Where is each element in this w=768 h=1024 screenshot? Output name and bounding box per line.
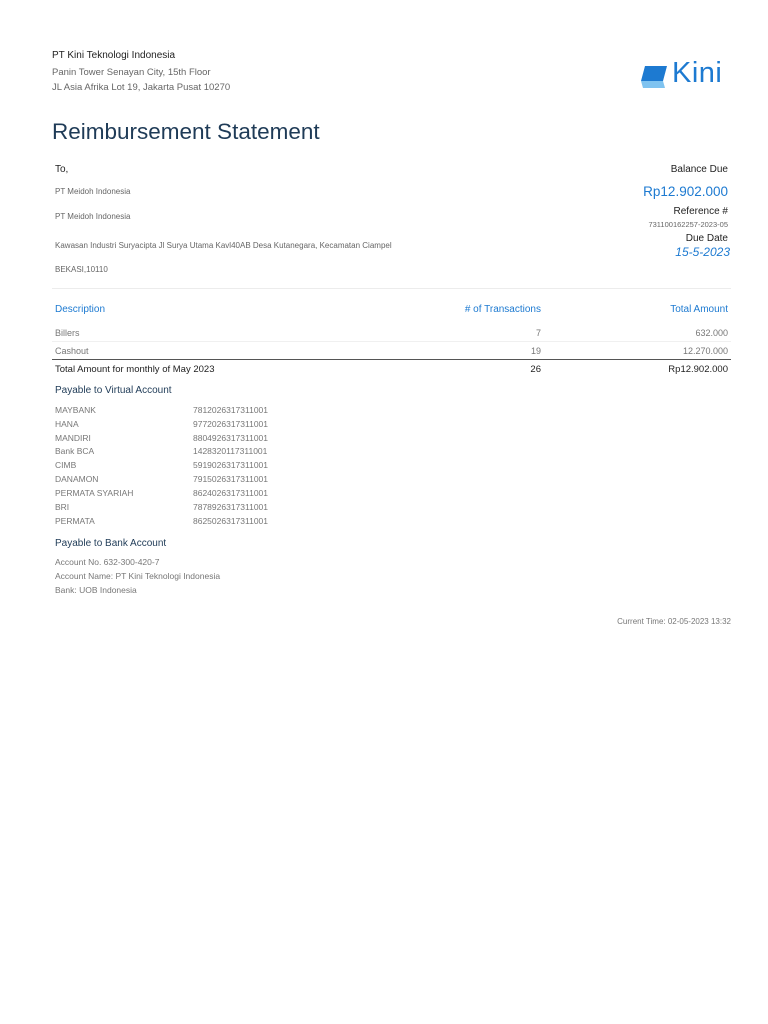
reference-label: Reference # xyxy=(673,206,728,217)
bank-account-name: Account Name: PT Kini Teknologi Indonesia xyxy=(55,571,221,581)
reference-value: 731100162257-2023-05 xyxy=(648,220,728,229)
company-name: PT Kini Teknologi Indonesia xyxy=(52,50,176,61)
col-header-description: Description xyxy=(55,304,106,315)
va-bank-name: Bank BCA xyxy=(55,446,95,456)
va-number: 8804926317311001 xyxy=(193,433,269,443)
table-row-description: Cashout xyxy=(55,346,89,356)
va-number: 8625026317311001 xyxy=(193,516,269,526)
col-header-total: Total Amount xyxy=(670,304,728,315)
table-row-transactions: 19 xyxy=(530,346,541,356)
total-description: Total Amount for monthly of May 2023 xyxy=(55,364,215,375)
va-number: 7915026317311001 xyxy=(193,474,269,484)
va-bank-name: HANA xyxy=(55,419,79,429)
due-date-label: Due Date xyxy=(685,233,728,244)
kini-logo xyxy=(640,57,732,92)
va-number: 1428320117311001 xyxy=(193,446,268,456)
va-number: 7812026317311001 xyxy=(193,405,269,415)
company-address-line1: Panin Tower Senayan City, 15th Floor xyxy=(52,67,211,78)
due-date-value: 15-5-2023 xyxy=(675,245,730,259)
balance-due-value: Rp12.902.000 xyxy=(643,184,728,199)
bank-account-title: Payable to Bank Account xyxy=(55,538,167,549)
to-label: To, xyxy=(55,164,69,175)
va-bank-name: CIMB xyxy=(55,460,77,470)
bank-account-number: Account No. 632-300-420-7 xyxy=(55,557,160,567)
virtual-account-title: Payable to Virtual Account xyxy=(55,385,172,396)
va-bank-name: MAYBANK xyxy=(55,405,96,415)
logo-text: Kini xyxy=(672,57,723,89)
total-transactions: 26 xyxy=(530,364,541,375)
va-number: 9772026317311001 xyxy=(193,419,269,429)
company-address-line2: JL Asia Afrika Lot 19, Jakarta Pusat 10270 xyxy=(52,82,231,93)
col-header-transactions: # of Transactions xyxy=(464,304,541,315)
recipient-city: BEKASI,10110 xyxy=(55,265,108,274)
va-bank-name: PERMATA xyxy=(55,516,95,526)
table-row-amount: 632.000 xyxy=(695,328,728,338)
va-number: 7878926317311001 xyxy=(193,502,269,512)
balance-due-label: Balance Due xyxy=(670,164,728,175)
recipient-address: Kawasan Industri Suryacipta Jl Surya Utama Kavl40AB Desa Kutanegara, Kecamatan Ciampel xyxy=(55,241,392,250)
total-amount: Rp12.902.000 xyxy=(668,364,728,375)
va-bank-name: PERMATA SYARIAH xyxy=(55,488,134,498)
va-bank-name: DANAMON xyxy=(55,474,99,484)
section-divider xyxy=(52,288,731,289)
table-row-description: Billers xyxy=(55,328,80,338)
table-row-transactions: 7 xyxy=(535,328,541,338)
table-row-amount: 12.270.000 xyxy=(682,346,728,356)
bank-name: Bank: UOB Indonesia xyxy=(55,585,137,595)
total-divider xyxy=(52,359,731,360)
va-number: 5919026317311001 xyxy=(193,460,269,470)
row-divider xyxy=(52,341,731,342)
va-bank-name: MANDIRI xyxy=(55,433,91,443)
va-number: 8624026317311001 xyxy=(193,488,269,498)
kini-logo-icon xyxy=(640,64,668,90)
current-time: Current Time: 02-05-2023 13:32 xyxy=(617,617,731,626)
page-title: Reimbursement Statement xyxy=(52,119,320,144)
recipient-name-1: PT Meidoh Indonesia xyxy=(55,187,131,196)
recipient-name-2: PT Meidoh Indonesia xyxy=(55,212,131,221)
va-bank-name: BRI xyxy=(55,502,70,512)
